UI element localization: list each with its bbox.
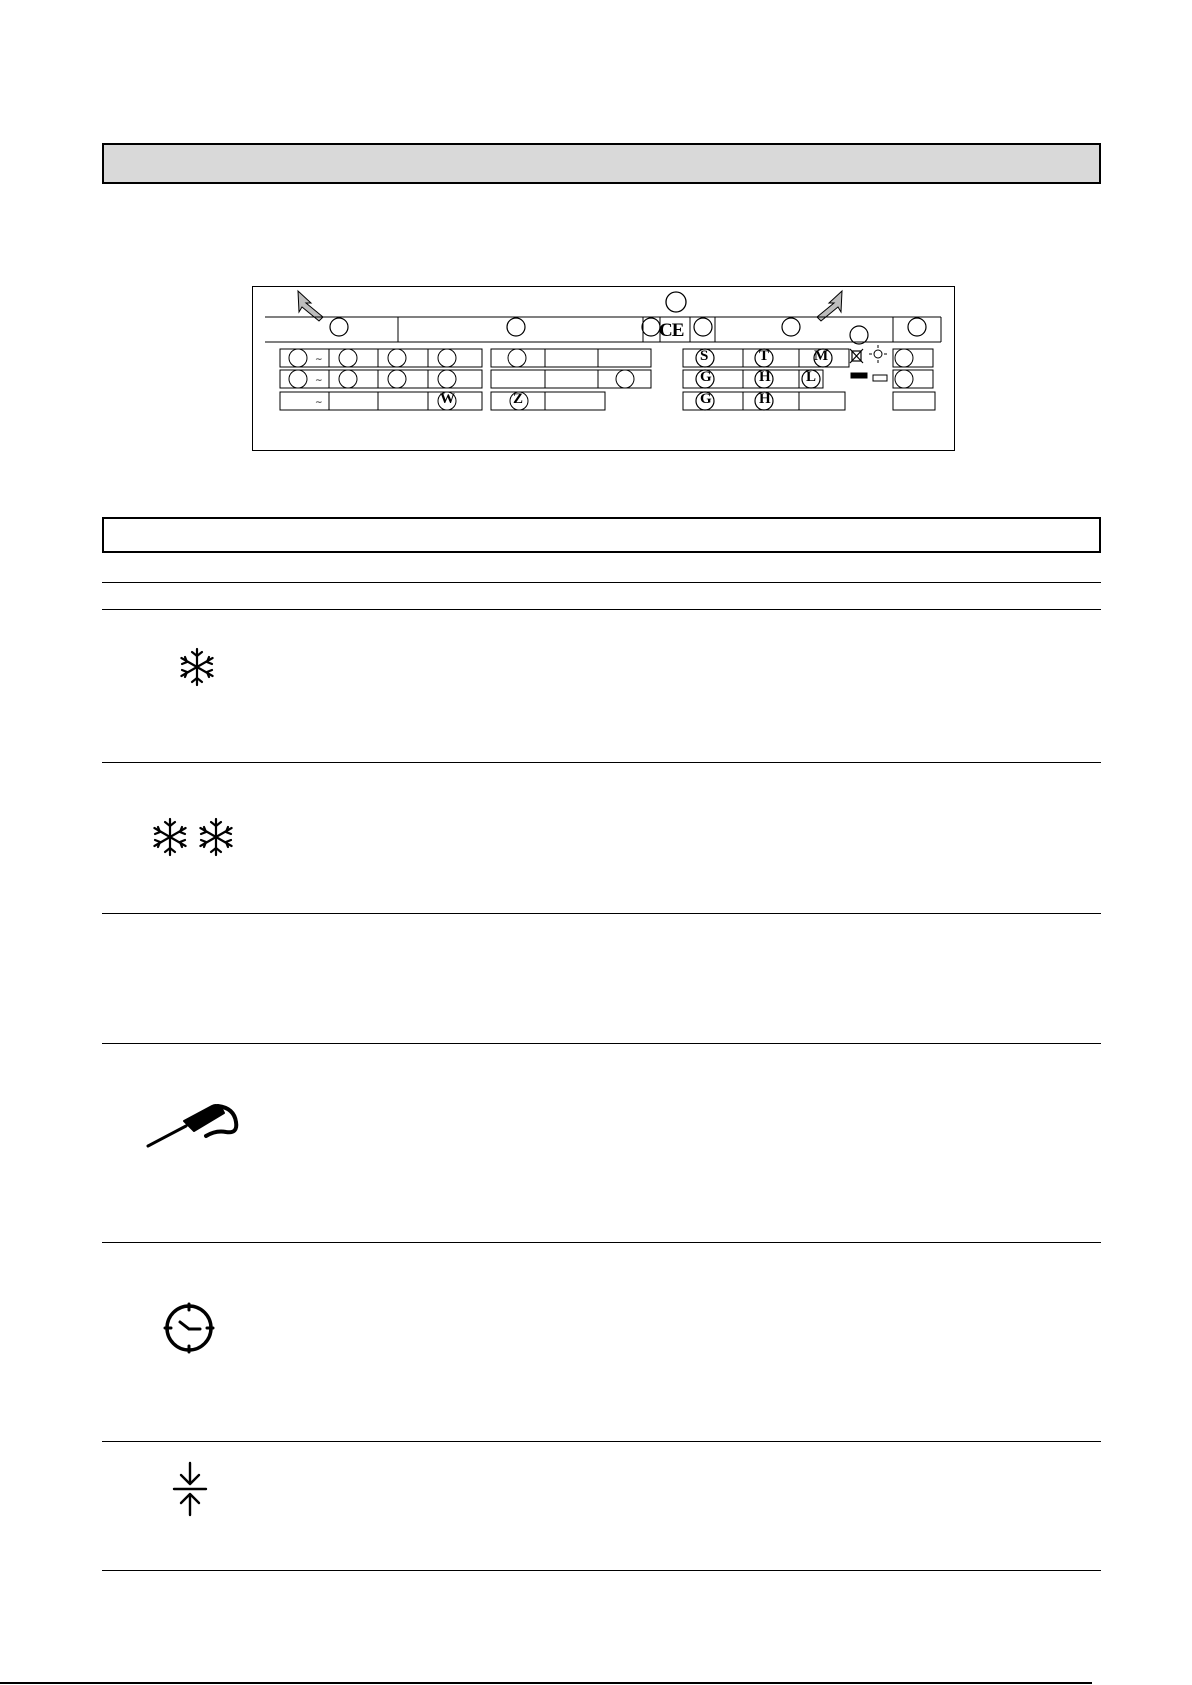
weee-bin-icon — [850, 349, 863, 363]
ce-mark: CE — [659, 320, 684, 341]
section-header-bar — [102, 143, 1101, 184]
table-divider — [102, 1570, 1101, 1571]
clock-icon — [163, 1302, 215, 1359]
symbols-header-bar — [102, 517, 1101, 553]
svg-text:~: ~ — [315, 355, 323, 365]
svg-text:~: ~ — [315, 398, 323, 408]
marker-m: M — [814, 348, 829, 364]
double-snowflake-icon — [150, 817, 236, 862]
table-divider — [102, 762, 1101, 763]
table-divider — [102, 609, 1101, 610]
marker-z: Z — [513, 391, 524, 407]
table-divider — [102, 913, 1101, 914]
spray-nozzle-icon — [144, 1100, 246, 1155]
marker-h: H — [759, 369, 771, 385]
svg-text:~: ~ — [315, 376, 323, 386]
marker-w: W — [440, 391, 455, 407]
marker-g2: G — [700, 391, 712, 407]
page-footer-line — [0, 1682, 1092, 1684]
rating-plate-diagram — [252, 286, 955, 451]
marker-h2: H — [759, 391, 771, 407]
marker-s: S — [700, 348, 709, 364]
table-divider — [102, 1242, 1101, 1243]
snowflake-icon — [177, 647, 217, 692]
table-divider — [102, 582, 1101, 583]
rating-plate-drawing — [253, 287, 956, 452]
table-divider — [102, 1043, 1101, 1044]
marker-g: G — [700, 369, 712, 385]
marker-t: T — [759, 348, 770, 364]
compress-arrows-icon — [172, 1461, 208, 1522]
marker-l: L — [806, 369, 817, 385]
table-divider — [102, 1441, 1101, 1442]
